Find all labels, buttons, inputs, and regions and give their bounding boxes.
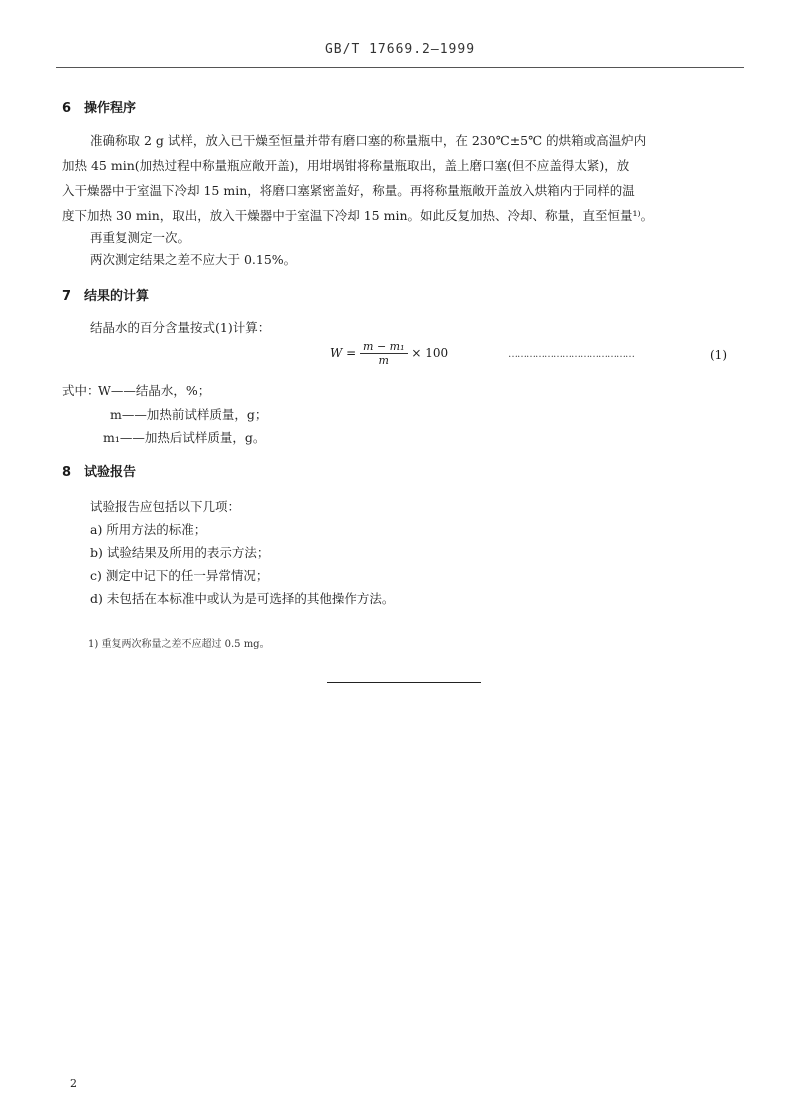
page-number: 2 <box>70 1077 77 1090</box>
report-item: c) 测定中记下的任一异常情况； <box>90 568 269 583</box>
section-6-line: 加热 45 min(加热过程中称量瓶应敞开盖)，用坩埚钳将称量瓶取出，盖上磨口塞(但不应盖得太紧)，放 <box>62 158 630 173</box>
formula-number: (1) <box>710 348 727 362</box>
document-header-code: GB/T 17669.2—1999 <box>324 42 476 57</box>
section-6-title: 6 操作程序 <box>62 101 137 116</box>
formula-fraction <box>360 340 407 367</box>
formula-where-label: 式中： <box>62 383 100 398</box>
formula-denominator: m <box>378 354 389 367</box>
section-6-line: 两次测定结果之差不应大于 0.15%。 <box>90 252 297 267</box>
formula-rhs: × 100 <box>411 346 449 360</box>
section-6-line: 度下加热 30 min，取出，放入干燥器中于室温下冷却 15 min。如此反复加热、冷却、称量，直至恒量¹⁾。 <box>62 208 654 223</box>
section-6-line: 准确称取 2 g 试样，放入已干燥至恒量并带有磨口塞的称量瓶中，在 230℃±5℃ 的烘箱或高温炉内 <box>90 133 647 148</box>
formula-numerator: m − m₁ <box>360 340 407 354</box>
report-item: d) 未包括在本标准中或认为是可选择的其他操作方法。 <box>90 591 395 606</box>
formula-variable: m₁——加热后试样质量，g。 <box>103 430 266 445</box>
section-6-line: 入干燥器中于室温下冷却 15 min，将磨口塞紧密盖好，称量。再将称量瓶敞开盖放入烘箱内于同样的温 <box>62 183 635 198</box>
header-rule <box>56 67 744 68</box>
formula-variable: W——结晶水，%； <box>98 383 211 398</box>
formula-leader: …………………………………… <box>508 349 634 360</box>
footnote: 1) 重复两次称量之差不应超过 0.5 mg。 <box>88 639 270 650</box>
section-8-intro: 试验报告应包括以下几项： <box>90 499 241 514</box>
report-item: b) 试验结果及所用的表示方法； <box>90 545 270 560</box>
section-7-title: 7 结果的计算 <box>62 289 150 304</box>
formula-variable: m——加热前试样质量，g； <box>110 407 268 422</box>
formula-1 <box>330 340 448 367</box>
formula-lhs: W = <box>330 346 357 360</box>
section-6-line: 再重复测定一次。 <box>90 230 191 245</box>
section-7-intro: 结晶水的百分含量按式(1)计算： <box>90 320 271 335</box>
report-item: a) 所用方法的标准； <box>90 522 207 537</box>
end-rule <box>327 682 481 683</box>
section-8-title: 8 试验报告 <box>62 465 137 480</box>
